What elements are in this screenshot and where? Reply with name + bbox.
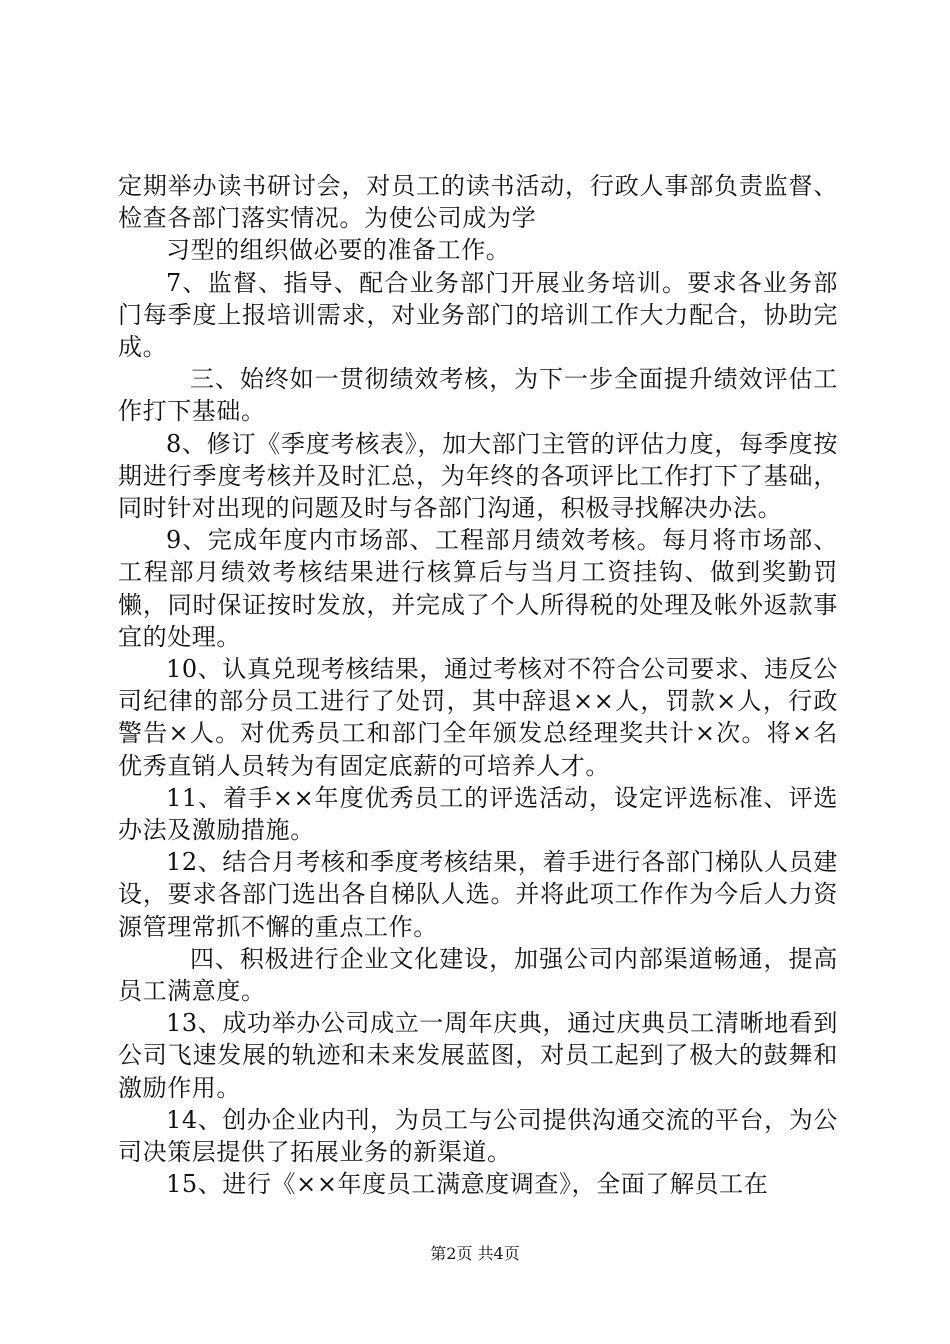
paragraph-item-10: 10、认真兑现考核结果，通过考核对不符合公司要求、违反公司纪律的部分员工进行了处罚，其中辞退××人，罚款×人，行政警告×人。对优秀员工和部门全年颁发总经理奖共计×次。将×名优秀直销人员转为有固定底薪的可培养人才。	[118, 655, 838, 780]
document-body	[118, 170, 838, 1201]
page-number-label: 第2页 共4页	[430, 1244, 520, 1263]
paragraph-reading-seminar: 定期举办读书研讨会，对员工的读书活动，行政人事部负责监督、检查各部门落实情况。为使公司成为学	[118, 172, 838, 233]
paragraph-item-13: 13、成功举办公司成立一周年庆典，通过庆典员工清晰地看到公司飞速发展的轨迹和未来发展蓝图，对员工起到了极大的鼓舞和激励作用。	[118, 1009, 838, 1102]
paragraph-item-8: 8、修订《季度考核表》，加大部门主管的评估力度，每季度按期进行季度考核并及时汇总，为年终的各项评比工作打下了基础，同时针对出现的问题及时与各部门沟通，积极寻找解决办法。	[118, 429, 838, 523]
paragraph-learning-organization: 习型的组织做必要的准备工作。	[166, 236, 511, 265]
paragraph-item-15: 15、进行《××年度员工满意度调查》，全面了解员工在	[166, 1170, 769, 1199]
paragraph-item-14: 14、创办企业内刊，为员工与公司提供沟通交流的平台，为公司决策层提供了拓展业务的新渠道。	[118, 1105, 838, 1167]
paragraph-item-11: 11、着手××年度优秀员工的评选活动，设定评选标准、评选办法及激励措施。	[118, 783, 838, 845]
paragraph-item-12: 12、结合月考核和季度考核结果，着手进行各部门梯队人员建设，要求各部门选出各自梯队人选。并将此项工作作为今后人力资源管理常抓不懈的重点工作。	[118, 848, 838, 941]
page-footer	[0, 1244, 950, 1264]
section-heading-3: 三、始终如一贯彻绩效考核，为下一步全面提升绩效评估工作打下基础。	[118, 365, 838, 426]
paragraph-item-9: 9、完成年度内市场部、工程部月绩效考核。每月将市场部、工程部月绩效考核结果进行核算后与当月工资挂钩、做到奖勤罚懒，同时保证按时发放，并完成了个人所得税的处理及帐外返款事宜的处理。	[118, 526, 838, 651]
section-heading-4: 四、积极进行企业文化建设，加强公司内部渠道畅通，提高员工满意度。	[118, 944, 838, 1006]
paragraph-item-7: 7、监督、指导、配合业务部门开展业务培训。要求各业务部门每季度上报培训需求，对业务部门的培训工作大力配合，协助完成。	[118, 268, 838, 362]
